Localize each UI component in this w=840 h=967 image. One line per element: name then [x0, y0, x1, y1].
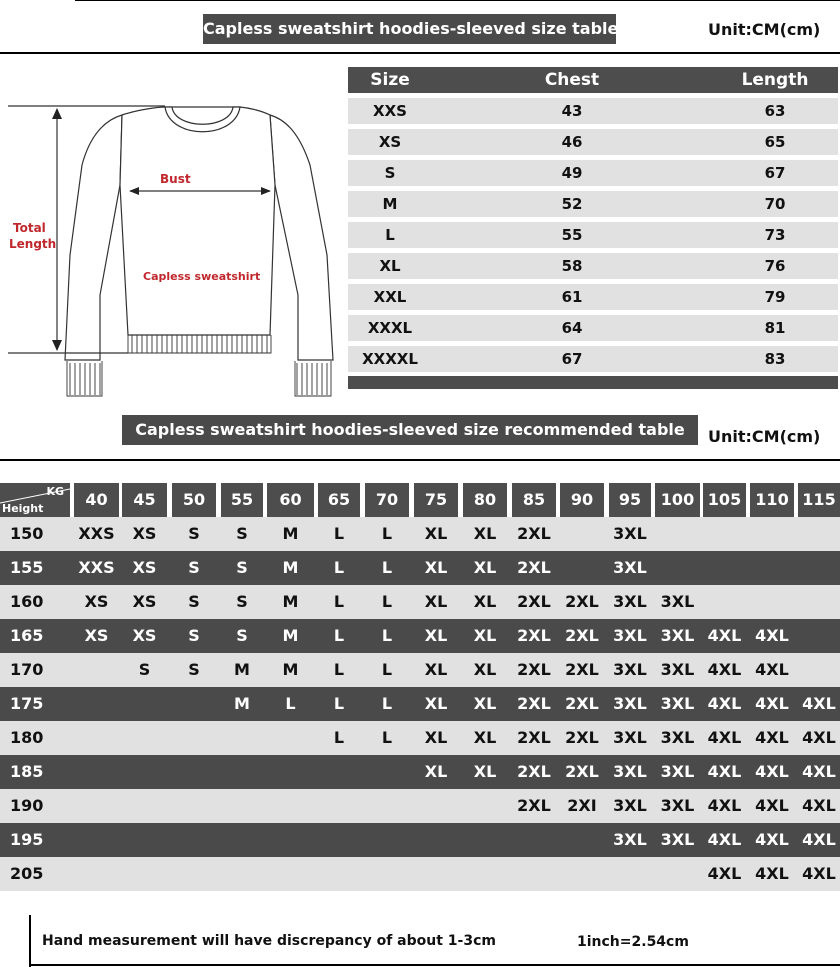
size-recommendation-cell: 4XL [755, 830, 789, 849]
size-recommendation-cell: 2XL [517, 592, 551, 611]
note-bottom-rule [29, 964, 840, 966]
size-recommendation-cell: 3XL [660, 592, 695, 611]
size-recommendation-cell: L [381, 660, 393, 679]
size-recommendation-cell: XL [473, 762, 497, 781]
weight-header-cell: 105 [703, 483, 746, 517]
height-cell: 170 [10, 660, 44, 679]
weight-header-cell: 60 [267, 483, 314, 517]
chest-cell: 67 [561, 350, 583, 368]
weight-header-cell: 75 [414, 483, 458, 517]
size-recommendation-cell: 4XL [755, 728, 789, 747]
size-recommendation-cell: 3XL [613, 592, 647, 611]
height-row [0, 517, 840, 551]
height-cell: 175 [10, 694, 44, 713]
size-recommendation-cell: XS [132, 592, 157, 611]
size-recommendation-cell: L [381, 626, 393, 645]
size-table-row [348, 191, 838, 217]
size-recommendation-cell: 3XL [660, 626, 695, 645]
size-recommendation-cell: 3XL [613, 524, 647, 543]
size-recommendation-cell: L [285, 694, 296, 713]
table-corner-cell [0, 483, 70, 517]
size-recommendation-cell: XL [424, 660, 448, 679]
total-length-label-2: Length [9, 237, 57, 251]
size-recommendation-cell: 4XL [755, 660, 789, 679]
size-recommendation-cell: M [282, 626, 299, 645]
recommended-table-unit: Unit:CM(cm) [708, 427, 821, 446]
size-recommendation-cell: 4XL [802, 762, 836, 781]
height-cell: 205 [10, 864, 44, 883]
height-cell: 195 [10, 830, 44, 849]
garment-label: Capless sweatshirt [143, 270, 261, 283]
size-recommendation-cell: 4XL [755, 762, 789, 781]
size-recommendation-cell: XL [473, 660, 497, 679]
top-rule [75, 0, 840, 1]
size-table-row [348, 129, 838, 155]
size-recommendation-cell: XS [84, 592, 109, 611]
size-table-row [348, 160, 838, 186]
length-cell: 79 [764, 288, 786, 306]
size-recommendation-cell: XS [84, 626, 109, 645]
height-cell: 180 [10, 728, 44, 747]
size-recommendation-cell: S [188, 524, 200, 543]
height-row [0, 789, 840, 823]
size-recommendation-cell: M [282, 592, 299, 611]
size-recommendation-cell: 4XL [707, 762, 742, 781]
height-row [0, 823, 840, 857]
size-recommendation-cell: 2XL [565, 694, 599, 713]
size-recommendation-cell: 3XL [613, 558, 647, 577]
size-recommendation-cell: 2XL [565, 728, 599, 747]
size-recommendation-cell: M [234, 660, 250, 679]
chest-cell: 43 [561, 102, 583, 120]
header-rule-1 [0, 52, 840, 54]
length-cell: 76 [764, 257, 786, 275]
size-recommendation-cell: XL [473, 728, 497, 747]
weight-header-cell: 70 [365, 483, 409, 517]
height-row [0, 755, 840, 789]
height-row [0, 721, 840, 755]
weight-header-cell: 45 [122, 483, 167, 517]
size-recommendation-cell: 4XL [802, 694, 836, 713]
total-length-label-1: Total [13, 221, 46, 235]
size-table-title: Capless sweatshirt hoodies-sleeved size table [203, 14, 616, 44]
size-recommendation-cell: XL [473, 694, 497, 713]
size-recommendation-cell: S [236, 558, 248, 577]
height-row [0, 687, 840, 721]
header-rule-2 [0, 459, 840, 461]
size-recommendation-cell: 4XL [802, 796, 836, 815]
height-row [0, 619, 840, 653]
height-row [0, 857, 840, 891]
size-cell: M [382, 195, 398, 213]
size-table-unit: Unit:CM(cm) [708, 20, 821, 39]
size-cell: XXS [373, 102, 407, 120]
size-recommendation-cell: S [188, 592, 200, 611]
size-cell: XS [378, 133, 402, 151]
size-recommendation-cell: 3XL [660, 660, 695, 679]
size-recommendation-cell: L [381, 524, 393, 543]
size-recommendation-cell: 2XL [565, 660, 599, 679]
weight-header-cell: 50 [172, 483, 216, 517]
size-recommendation-cell: 4XL [802, 864, 836, 883]
size-recommendation-cell: XS [132, 626, 157, 645]
size-recommendation-cell: 2XI [567, 796, 597, 815]
size-recommendation-cell: 4XL [802, 830, 836, 849]
recommended-table-title: Capless sweatshirt hoodies-sleeved size recommended table [122, 415, 698, 445]
size-recommendation-cell: 2XL [517, 762, 551, 781]
weight-header-cell: 40 [74, 483, 119, 517]
length-cell: 73 [764, 226, 786, 244]
size-recommendation-cell: 3XL [613, 762, 647, 781]
weight-header-row [0, 483, 840, 517]
size-recommendation-cell: L [333, 558, 345, 577]
size-cell: L [385, 226, 395, 244]
size-recommendation-cell: 2XL [565, 626, 599, 645]
size-recommendation-cell: XL [473, 524, 497, 543]
size-recommendation-cell: 4XL [755, 796, 789, 815]
size-recommendation-cell: XL [424, 694, 448, 713]
size-recommendation-cell: XL [424, 558, 448, 577]
size-recommendation-cell: S [236, 592, 248, 611]
size-recommendation-cell: M [282, 660, 299, 679]
size-recommendation-cell: 2XL [517, 524, 551, 543]
size-recommendation-cell: XL [473, 626, 497, 645]
weight-header-cell: 110 [750, 483, 794, 517]
height-row [0, 585, 840, 619]
recommended-table [0, 483, 840, 891]
chest-cell: 46 [561, 133, 583, 151]
length-cell: 83 [764, 350, 786, 368]
size-recommendation-cell: XS [132, 558, 157, 577]
size-recommendation-cell: XL [424, 728, 448, 747]
size-table-row [348, 284, 838, 310]
size-cell: S [384, 164, 396, 182]
size-recommendation-cell: S [188, 558, 200, 577]
size-table-row [348, 315, 838, 341]
size-recommendation-cell: 4XL [707, 830, 742, 849]
size-table-row [348, 222, 838, 248]
size-recommendation-cell: 4XL [707, 660, 742, 679]
size-recommendation-cell: XL [424, 626, 448, 645]
size-cell: XXXXL [362, 350, 418, 368]
size-recommendation-cell: L [333, 660, 345, 679]
weight-header-cell: 95 [609, 483, 651, 517]
size-recommendation-cell: XXS [78, 524, 115, 543]
weight-header-cell: 90 [560, 483, 604, 517]
size-recommendation-cell: 2XL [517, 694, 551, 713]
weight-header-cell: 85 [512, 483, 556, 517]
size-cell: XL [379, 257, 401, 275]
size-recommendation-cell: 2XL [517, 626, 551, 645]
weight-header-cell: 80 [463, 483, 507, 517]
size-recommendation-cell: 2XL [565, 592, 599, 611]
size-recommendation-cell: XL [424, 592, 448, 611]
size-recommendation-cell: L [381, 694, 393, 713]
size-recommendation-cell: 2XL [517, 796, 551, 815]
size-recommendation-cell: XL [473, 592, 497, 611]
size-recommendation-cell: M [282, 524, 299, 543]
size-table [348, 67, 838, 389]
size-recommendation-cell: 4XL [707, 694, 742, 713]
size-recommendation-cell: 4XL [755, 626, 789, 645]
size-recommendation-cell: 3XL [613, 728, 647, 747]
size-recommendation-cell: L [333, 694, 345, 713]
chest-cell: 52 [561, 195, 583, 213]
size-recommendation-cell: L [333, 626, 345, 645]
height-cell: 165 [10, 626, 44, 645]
size-recommendation-cell: 3XL [660, 830, 695, 849]
size-table-row [348, 253, 838, 279]
inch-conversion: 1inch=2.54cm [577, 934, 689, 950]
size-recommendation-cell: 3XL [613, 694, 647, 713]
height-cell: 185 [10, 762, 44, 781]
size-recommendation-cell: L [333, 524, 345, 543]
length-cell: 65 [764, 133, 786, 151]
size-recommendation-cell: L [333, 728, 345, 747]
length-cell: 70 [764, 195, 786, 213]
chest-cell: 64 [561, 319, 583, 337]
size-cell: XXL [373, 288, 407, 306]
measurement-note: Hand measurement will have discrepancy of about 1-3cm [42, 933, 496, 949]
corner-kg-label: KG [46, 485, 64, 498]
height-cell: 150 [10, 524, 44, 543]
size-recommendation-cell: 3XL [613, 626, 647, 645]
col-length-header: Length [741, 70, 809, 90]
size-recommendation-cell: S [236, 626, 248, 645]
weight-header-cell: 100 [655, 483, 700, 517]
height-row [0, 653, 840, 687]
weight-header-cell: 55 [221, 483, 263, 517]
chest-cell: 55 [561, 226, 583, 244]
weight-header-cell: 65 [318, 483, 360, 517]
size-recommendation-cell: 4XL [707, 626, 742, 645]
size-recommendation-cell: M [282, 558, 299, 577]
size-recommendation-cell: M [234, 694, 250, 713]
col-chest-header: Chest [544, 70, 600, 90]
size-recommendation-cell: 2XL [517, 660, 551, 679]
size-recommendation-cell: 3XL [660, 796, 695, 815]
size-recommendation-cell: 4XL [707, 728, 742, 747]
size-recommendation-cell: 3XL [613, 830, 647, 849]
size-recommendation-cell: 3XL [660, 694, 695, 713]
size-recommendation-cell: L [381, 592, 393, 611]
size-recommendation-cell: 4XL [707, 864, 742, 883]
size-recommendation-cell: 3XL [613, 660, 647, 679]
size-recommendation-cell: 4XL [755, 694, 789, 713]
size-recommendation-cell: 4XL [802, 728, 836, 747]
size-recommendation-cell: S [236, 524, 248, 543]
length-cell: 67 [764, 164, 786, 182]
size-recommendation-cell: XS [132, 524, 157, 543]
size-table-header [348, 67, 838, 93]
chest-cell: 58 [561, 257, 583, 275]
size-recommendation-cell: S [188, 660, 200, 679]
size-recommendation-cell: 3XL [660, 728, 695, 747]
height-cell: 155 [10, 558, 44, 577]
size-recommendation-cell: L [381, 728, 393, 747]
length-cell: 81 [764, 319, 786, 337]
weight-header-cell: 115 [798, 483, 840, 517]
height-cell: 190 [10, 796, 44, 815]
size-recommendation-cell: XL [424, 762, 448, 781]
size-recommendation-cell: XXS [78, 558, 115, 577]
size-cell: XXXL [367, 319, 413, 337]
size-recommendation-cell: 2XL [565, 762, 599, 781]
size-recommendation-cell: 2XL [517, 558, 551, 577]
size-recommendation-cell: L [381, 558, 393, 577]
size-recommendation-cell: L [333, 592, 345, 611]
size-recommendation-cell: 3XL [660, 762, 695, 781]
chest-cell: 49 [561, 164, 583, 182]
size-recommendation-cell: S [188, 626, 200, 645]
size-recommendation-cell: 4XL [707, 796, 742, 815]
size-recommendation-cell: S [138, 660, 151, 679]
height-cell: 160 [10, 592, 44, 611]
size-table-footer-bar [348, 376, 838, 389]
chest-cell: 61 [561, 288, 583, 306]
size-recommendation-cell: 2XL [517, 728, 551, 747]
size-table-row [348, 98, 838, 124]
size-recommendation-cell: XL [424, 524, 448, 543]
corner-height-label: Height [2, 502, 44, 515]
height-row [0, 551, 840, 585]
col-size-header: Size [370, 70, 410, 90]
bust-label: Bust [160, 172, 191, 186]
size-table-row [348, 346, 838, 372]
length-cell: 63 [764, 102, 786, 120]
size-recommendation-cell: 4XL [755, 864, 789, 883]
size-recommendation-cell: XL [473, 558, 497, 577]
size-recommendation-cell: 3XL [613, 796, 647, 815]
note-left-bar [29, 915, 31, 967]
